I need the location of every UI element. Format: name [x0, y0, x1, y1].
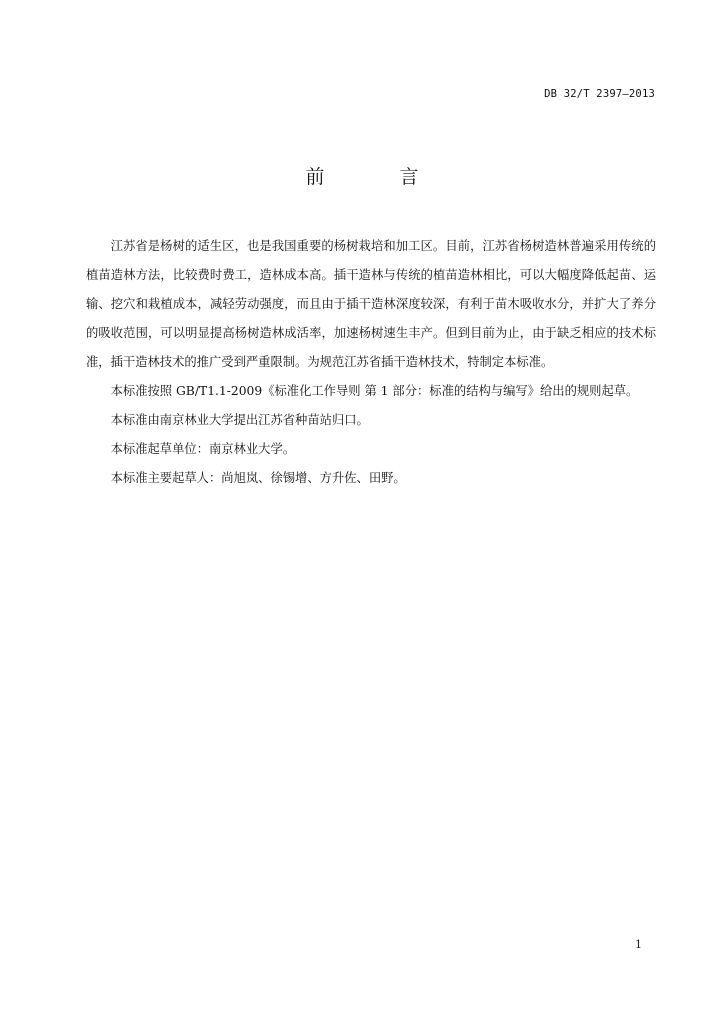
paragraph-proposer: 本标准由南京林业大学提出江苏省种苗站归口。 [110, 413, 369, 427]
paragraph-drafting-unit: 本标准起草单位：南京林业大学。 [110, 442, 296, 456]
document-body [86, 232, 656, 493]
paragraph-drafting-rules: 本标准按照 GB/T1.1-2009《标准化工作导则 第 1 部分：标准的结构与编写》给出的规则起草。 [110, 384, 639, 398]
paragraph-drafters: 本标准主要起草人：尚旭岚、徐锡增、方升佐、田野。 [110, 471, 406, 485]
page-number: 1 [635, 938, 642, 951]
page-title: 前 言 [305, 166, 447, 188]
paragraph-intro: 江苏省是杨树的适生区，也是我国重要的杨树栽培和加工区。目前，江苏省杨树造林普遍采用传统的植苗造林方法，比较费时费工，造林成本高。插干造林与传统的植苗造林相比，可以大幅度降低起苗、运输、挖穴和栽植成本，减轻劳动强度，而且由于插干造林深度较深，有利于苗木吸收水分，并扩大了养分的吸收范围，可以明显提高杨树造林成活率，加速杨树速生丰产。但到目前为止，由于缺乏相应的技术标准，插干造林技术的推广受到严重限制。为规范江苏省插干造林技术，特制定本标准。 [86, 239, 656, 369]
document-code: DB 32/T 2397—2013 [544, 88, 655, 100]
